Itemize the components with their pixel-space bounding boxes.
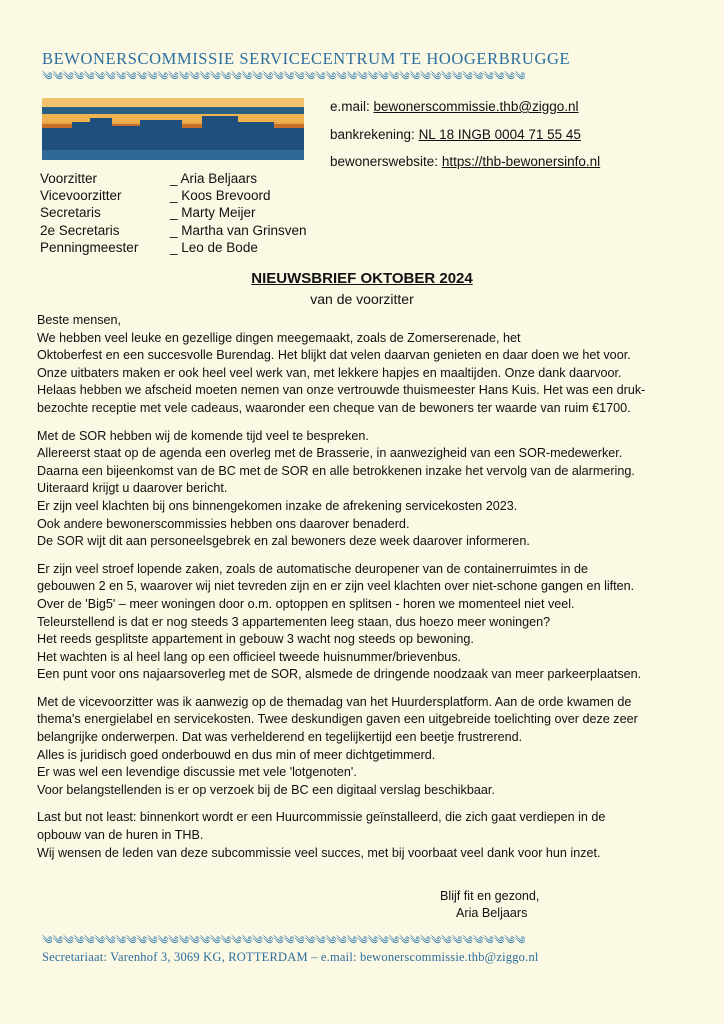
paragraph-spacer	[37, 684, 707, 694]
name-2e-secretaris: _ Martha van Grinsven	[170, 222, 307, 239]
text-line: Uiteraard krijgt u daarover bericht.	[37, 481, 228, 496]
text-line: Helaas hebben we afscheid moeten nemen van onze vertrouwde thuismeester Hans Kuis. Het was een druk-	[37, 383, 646, 398]
text-line: Het reeds gesplitste appartement in gebouw 3 wacht nog steeds op bewoning.	[37, 632, 474, 647]
contact-website: bewonerswebsite: https://thb-bewonersinfo.nl	[330, 154, 601, 169]
email-link[interactable]: bewonerscommissie.thb@ziggo.nl	[373, 99, 579, 114]
paragraph	[37, 809, 707, 862]
closing-line: Blijf fit en gezond,	[440, 889, 540, 903]
board-names	[170, 170, 307, 256]
text-line: Wij wensen de leden van deze subcommissie veel succes, met bij voorbaat veel dank voor hun inzet.	[37, 845, 601, 860]
text-line: Met de vicevoorzitter was ik aanwezig op de themadag van het Huurdersplatform. Aan de orde kwamen de	[37, 694, 632, 709]
text-line: We hebben veel leuke en gezellige dingen meegemaakt, zoals de Zomerserenade, het	[37, 330, 521, 345]
contact-email: e.mail: bewonerscommissie.thb@ziggo.nl	[330, 99, 579, 114]
newsletter-body	[37, 312, 707, 862]
text-line: Het wachten is al heel lang op een officieel tweede huisnummer/brievenbus.	[37, 649, 462, 664]
text-line: Met de SOR hebben wij de komende tijd veel te bespreken.	[37, 428, 369, 443]
website-link[interactable]: https://thb-bewonersinfo.nl	[441, 154, 601, 169]
text-line: belangrijke onderwerpen. Dat was verhelderend en tegelijkertijd een beetje frustrerend.	[37, 730, 523, 745]
text-line: opbouw van de huren in THB.	[37, 828, 204, 843]
ornament-divider-top: ༄༄༄༄༄༄༄༄༄༄༄༄༄༄༄༄༄༄༄༄༄༄༄༄༄༄༄༄༄༄༄༄༄༄༄༄༄༄༄༄༄༄༄༄༄༄	[42, 71, 526, 83]
text-line: Teleurstellend is dat er nog steeds 3 appartementen leeg staan, dus hoezo meer woningen?	[37, 614, 551, 629]
paragraph-spacer	[37, 551, 707, 561]
text-line: Voor belangstellenden is er op verzoek bij de BC een digitaal verslag beschikbaar.	[37, 782, 495, 797]
bank-account: NL 18 INGB 0004 71 55 45	[418, 127, 581, 142]
text-line: Last but not least: binnenkort wordt er een Huurcommissie geïnstalleerd, die zich gaat verdiepen in de	[37, 810, 606, 825]
text-line: thema's energielabel en servicekosten. Twee deskundigen gaven een uitgebreide toelichting over deze zeer	[37, 712, 638, 727]
newsletter-title: NIEUWSBRIEF OKTOBER 2024	[251, 270, 473, 287]
letterhead-title: BEWONERSCOMMISSIE SERVICECENTRUM TE HOOGERBRUGGE	[42, 49, 571, 68]
text-line: Allereerst staat op de agenda een overleg met de Brasserie, in aanwezigheid van een SOR-medewerker.	[37, 446, 623, 461]
text-line: De SOR wijt dit aan personeelsgebrek en zal bewoners deze week daarover informeren.	[37, 534, 530, 549]
name-vicevoorzitter: _ Koos Brevoord	[170, 187, 307, 204]
text-line: gebouwen 2 en 5, waarover wij niet tevreden zijn en er zijn veel klachten over niet-schone gangen en liften.	[37, 579, 635, 594]
role-2e-secretaris: 2e Secretaris	[40, 222, 120, 238]
logo-building-icon	[42, 98, 304, 160]
role-secretaris: Secretaris	[40, 205, 101, 221]
text-line: Er zijn veel klachten bij ons binnengekomen inzake de afrekening servicekosten 2023.	[37, 498, 518, 513]
text-line: Beste mensen,	[37, 313, 122, 327]
text-line: Een punt voor ons najaarsoverleg met de SOR, alsmede de dringende noodzaak van meer parkeerplaatsen.	[37, 667, 642, 682]
contact-bank: bankrekening: NL 18 INGB 0004 71 55 45	[330, 127, 581, 142]
name-secretaris: _ Marty Meijer	[170, 204, 307, 221]
text-line: Oktoberfest en een succesvolle Burendag. Het blijkt dat velen daarvan genieten en daar doen we het voor.	[37, 348, 631, 363]
name-penningmeester: _ Leo de Bode	[170, 239, 307, 256]
footer-address: Secretariaat: Varenhof 3, 3069 KG, ROTTERDAM – e.mail: bewonerscommissie.thb@ziggo.nl	[42, 950, 539, 964]
paragraph	[37, 561, 707, 684]
text-line: Alles is juridisch goed onderbouwd en dus min of meer dichtgetimmerd.	[37, 747, 436, 762]
paragraph	[37, 694, 707, 800]
paragraph	[37, 428, 707, 551]
text-line: Over de 'Big5' – meer woningen door o.m. optoppen en splitsen - horen we momenteel niet veel.	[37, 596, 575, 611]
ornament-divider-bottom: ༄༄༄༄༄༄༄༄༄༄༄༄༄༄༄༄༄༄༄༄༄༄༄༄༄༄༄༄༄༄༄༄༄༄༄༄༄༄༄༄༄༄༄༄༄༄	[42, 935, 526, 947]
text-line: Ook andere bewonerscommissies hebben ons daarover benaderd.	[37, 516, 410, 531]
text-line: Onze uitbaters maken er ook heel veel werk van, met lekkere hapjes en maaltijden. Onze dank daarvoor.	[37, 365, 622, 380]
role-penningmeester: Penningmeester	[40, 239, 139, 255]
newsletter-subtitle: van de voorzitter	[310, 291, 414, 307]
paragraph-spacer	[37, 799, 707, 809]
signature-name: Aria Beljaars	[456, 906, 528, 920]
text-line: Er zijn veel stroef lopende zaken, zoals de automatische deuropener van de containerruimtes in de	[37, 561, 588, 576]
role-vicevoorzitter: Vicevoorzitter	[40, 188, 122, 204]
board-roles	[40, 170, 138, 256]
role-voorzitter: Voorzitter	[40, 171, 98, 186]
text-line: Daarna een bijeenkomst van de BC met de SOR en alle betrokkenen inzake het vervolg van de alarmering.	[37, 463, 635, 478]
name-voorzitter: _ Aria Beljaars	[170, 170, 307, 187]
paragraph-spacer	[37, 418, 707, 428]
text-line: bezochte receptie met vele cadeaus, waaronder een cheque van de bewoners ter waarde van ruim €1700.	[37, 400, 631, 415]
text-line: Er was wel een levendige discussie met vele 'lotgenoten'.	[37, 765, 357, 780]
paragraph	[37, 312, 707, 418]
